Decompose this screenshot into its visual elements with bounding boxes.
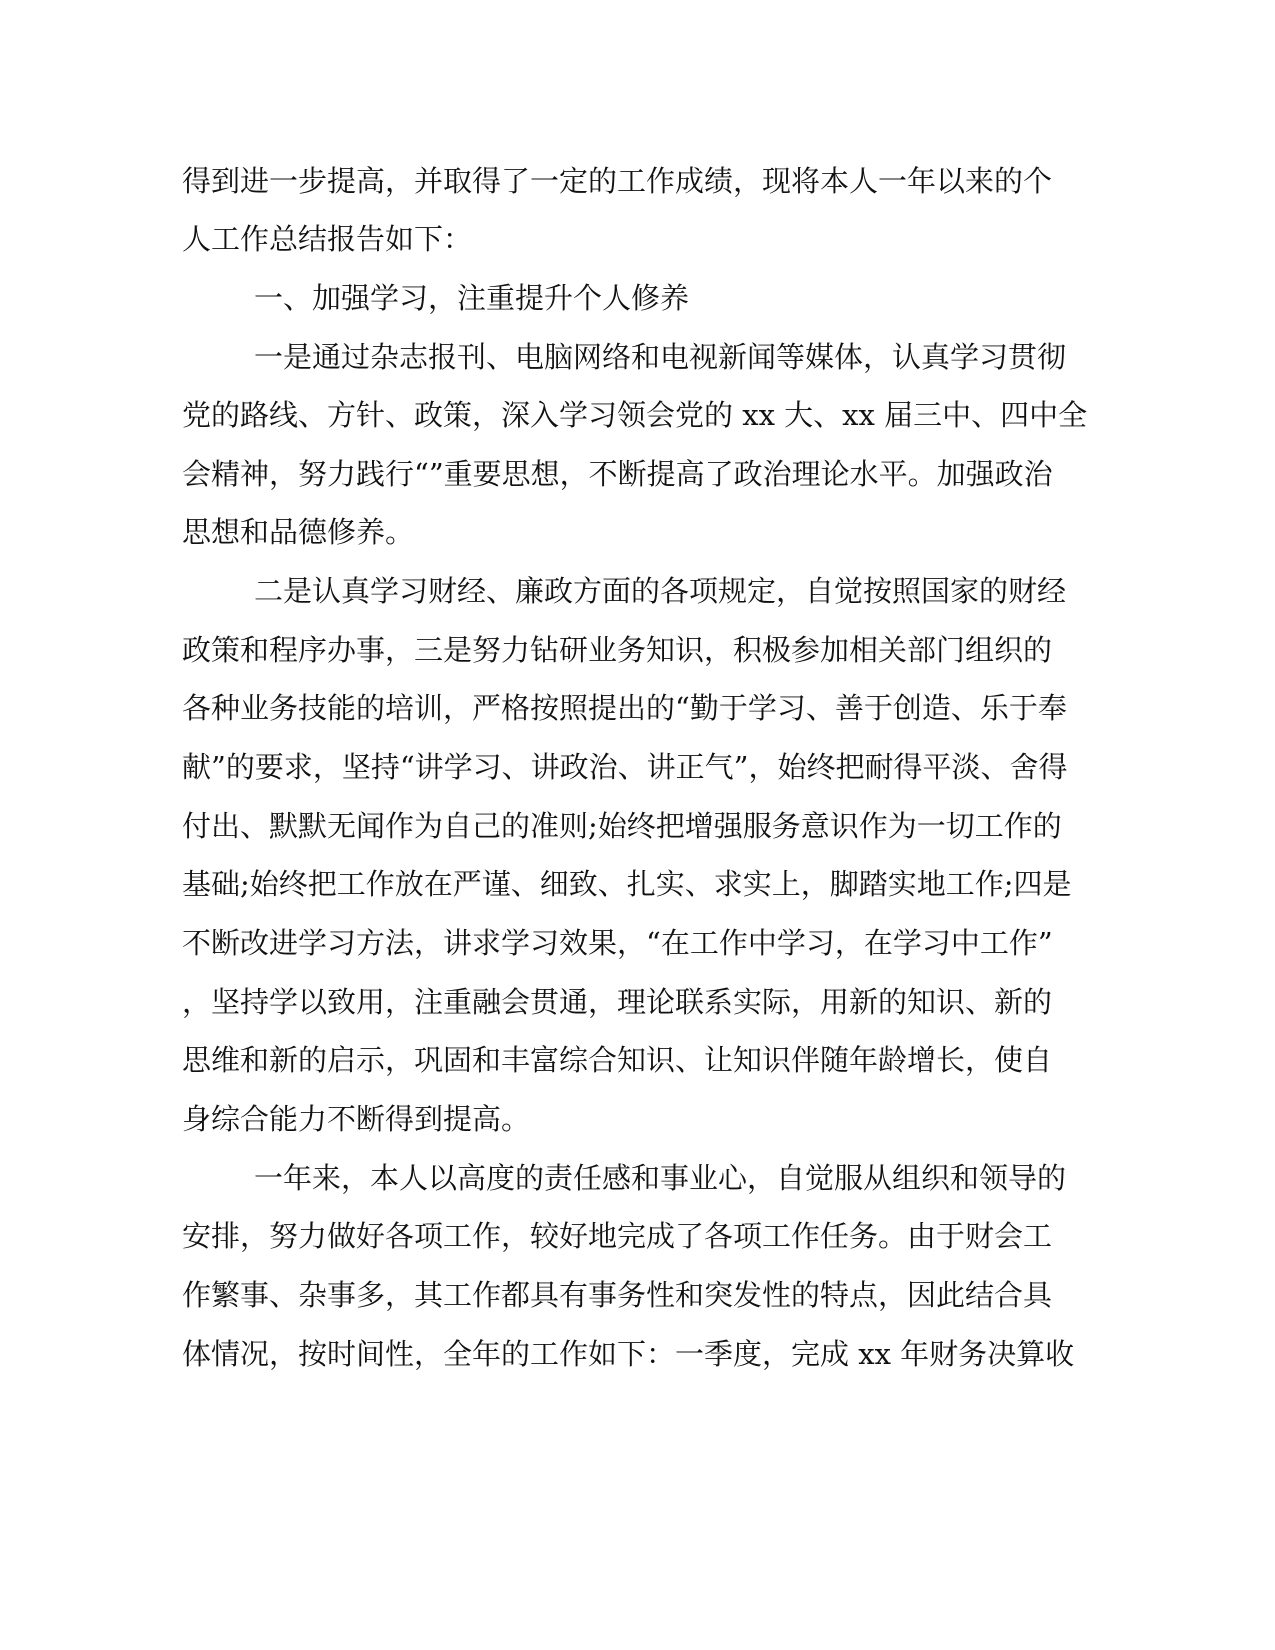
body-text-line: 思想和品德修养。 xyxy=(182,515,415,549)
body-text-line: 二是认真学习财经、廉政方面的各项规定，自觉按照国家的财经 xyxy=(254,574,1067,608)
body-text-line: 献”的要求，坚持“讲学习、讲政治、讲正气”，始终把耐得平淡、舍得 xyxy=(182,750,1068,784)
body-text-line: ，坚持学以致用，注重融会贯通，理论联系实际，用新的知识、新的 xyxy=(182,985,1053,1019)
body-text-line: 身综合能力不断得到提高。 xyxy=(182,1102,531,1136)
section-heading: 一、加强学习，注重提升个人修养 xyxy=(254,281,690,315)
body-text-line: 体情况，按时间性，全年的工作如下：一季度，完成 xx 年财务决算收 xyxy=(182,1337,1075,1371)
body-text-line: 不断改进学习方法，讲求学习效果，“在工作中学习，在学习中工作” xyxy=(182,926,1053,960)
body-text-line: 一年来，本人以高度的责任感和事业心，自觉服从组织和领导的 xyxy=(254,1161,1067,1195)
body-text-line: 作繁事、杂事多，其工作都具有事务性和突发性的特点，因此结合具 xyxy=(182,1278,1053,1312)
body-text-line: 付出、默默无闻作为自己的准则;始终把增强服务意识作为一切工作的 xyxy=(182,809,1062,843)
body-text-line: 会精神，努力践行“”重要思想，不断提高了政治理论水平。加强政治 xyxy=(182,457,1053,491)
body-text-line: 各种业务技能的培训，严格按照提出的“勤于学习、善于创造、乐于奉 xyxy=(182,691,1067,725)
body-text-line: 安排，努力做好各项工作，较好地完成了各项工作任务。由于财会工 xyxy=(182,1219,1053,1253)
body-text-line: 党的路线、方针、政策，深入学习领会党的 xx 大、xx 届三中、四中全 xyxy=(182,398,1088,432)
body-text-line: 一是通过杂志报刊、电脑网络和电视新闻等媒体，认真学习贯彻 xyxy=(254,340,1067,374)
body-text-line: 基础;始终把工作放在严谨、细致、扎实、求实上，脚踏实地工作;四是 xyxy=(182,867,1072,901)
body-text-line: 思维和新的启示，巩固和丰富综合知识、让知识伴随年龄增长，使自 xyxy=(182,1043,1053,1077)
body-text-line: 人工作总结报告如下： xyxy=(182,222,473,256)
body-text-line: 政策和程序办事，三是努力钻研业务知识，积极参加相关部门组织的 xyxy=(182,633,1053,667)
body-text-line: 得到进一步提高，并取得了一定的工作成绩，现将本人一年以来的个 xyxy=(182,164,1053,198)
